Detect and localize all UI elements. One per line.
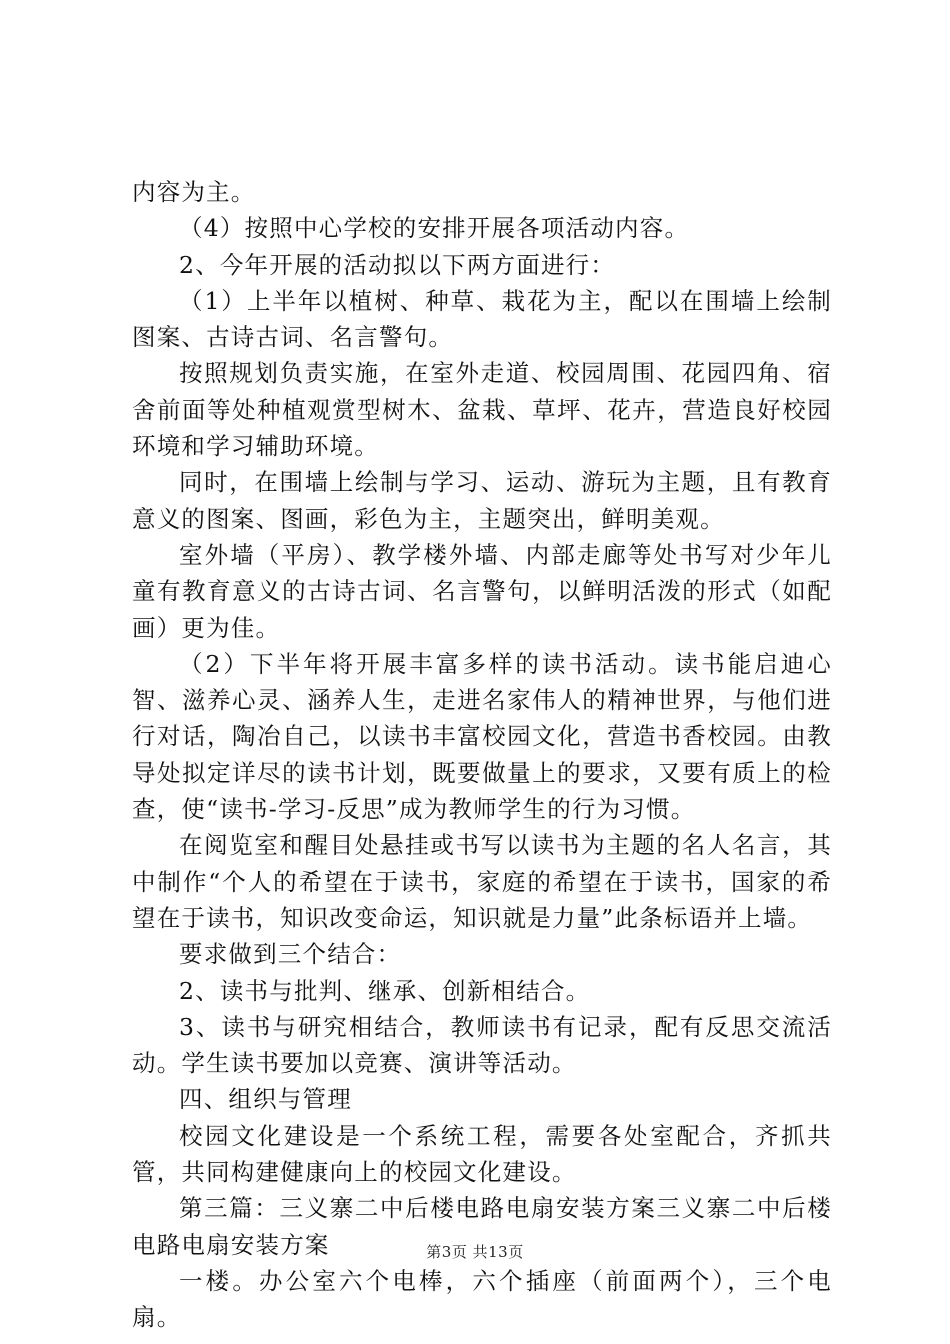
paragraph-4: （1）上半年以植树、种草、栽花为主，配以在围墙上绘制图案、古诗古词、名言警句。 bbox=[132, 286, 832, 352]
paragraph-7: 室外墙（平房）、教学楼外墙、内部走廊等处书写对少年儿童有教育意义的古诗古词、名言警句，以鲜明活泼的形式（如配画）更为佳。 bbox=[132, 540, 832, 642]
paragraph-1: 内容为主。 bbox=[132, 178, 256, 206]
paragraph-6: 同时，在围墙上绘制与学习、运动、游玩为主题，且有教育意义的图案、图画，彩色为主，主题突出，鲜明美观。 bbox=[132, 468, 832, 533]
paragraph-5: 按照规划负责实施，在室外走道、校园周围、花园四角、宿舍前面等处种植观赏型树木、盆栽、草坪、花卉，营造良好校园环境和学习辅助环境。 bbox=[132, 359, 832, 461]
section-heading: 四、组织与管理 bbox=[179, 1085, 352, 1114]
paragraph-12: 3、读书与研究相结合，教师读书有记录，配有反思交流活动。学生读书要加以竞赛、演讲等活动。 bbox=[132, 1012, 832, 1078]
paragraph-10: 要求做到三个结合： bbox=[179, 940, 402, 969]
paragraph-14: 校园文化建设是一个系统工程，需要各处室配合，齐抓共管，共同构建健康向上的校园文化建设。 bbox=[132, 1121, 832, 1187]
paragraph-11: 2、读书与批判、继承、创新相结合。 bbox=[179, 976, 591, 1005]
chapter-title: 第三篇：三义寨二中后楼电路电扇安装方案三义寨二中后楼电路电扇安装方案 bbox=[132, 1194, 832, 1259]
paragraph-8: （2）下半年将开展丰富多样的读书活动。读书能启迪心智、滋养心灵、涵养人生，走进名家伟人的精神世界，与他们进行对话，陶冶自己，以读书丰富校园文化，营造书香校园。由教导处拟定详尽的读书计划，既要做量上的要求，又要有质上的检查，使“读书-学习-反思”成为教师学生的行为习惯。 bbox=[132, 649, 832, 824]
paragraph-9: 在阅览室和醒目处悬挂或书写以读书为主题的名人名言，其中制作“个人的希望在于读书，家庭的希望在于读书，国家的希望在于读书，知识改变命运，知识就是力量”此条标语并上墙。 bbox=[132, 831, 832, 932]
paragraph-3: 2、今年开展的活动拟以下两方面进行： bbox=[179, 250, 616, 279]
document-body bbox=[132, 174, 832, 1336]
paragraph-16: 一楼。办公室六个电棒，六个插座（前面两个），三个电扇。 bbox=[132, 1266, 832, 1332]
page-number-footer: 第3页 共13页 bbox=[426, 1243, 524, 1261]
paragraph-2: （4）按照中心学校的安排开展各项活动内容。 bbox=[179, 214, 690, 243]
